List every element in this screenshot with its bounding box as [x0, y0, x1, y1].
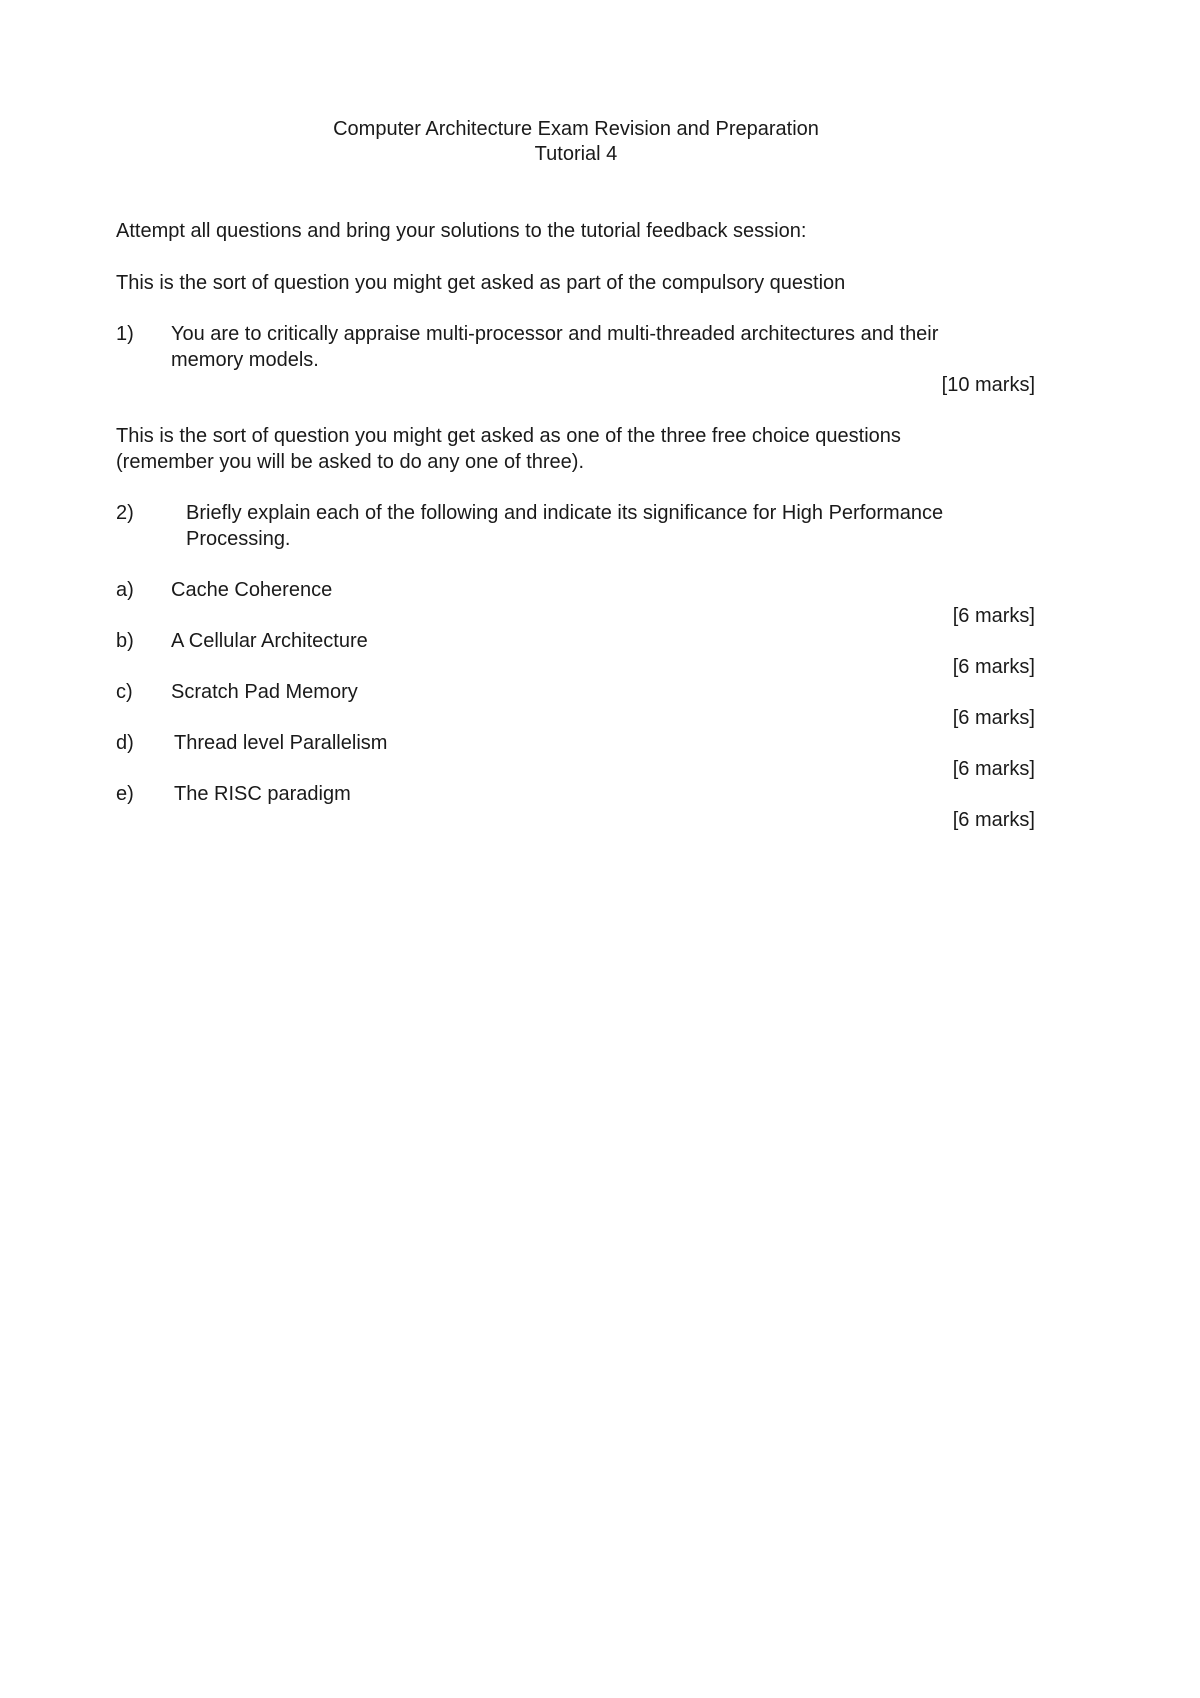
part-a-marks: [6 marks] [952, 605, 1035, 627]
instructions: Attempt all questions and bring your solutions to the tutorial feedback session: [116, 220, 807, 242]
question1-text-line1: You are to critically appraise multi-processor and multi-threaded architectures and their [171, 323, 939, 345]
part-c-marks: [6 marks] [952, 707, 1035, 729]
part-d-label: d) [116, 732, 134, 754]
question2-text-line2: Processing. [186, 528, 291, 550]
section2-intro-line2: (remember you will be asked to do any one of three). [116, 451, 585, 473]
section1-intro: This is the sort of question you might get asked as part of the compulsory question [116, 272, 846, 294]
part-e-marks: [6 marks] [952, 809, 1035, 831]
part-a-text: Cache Coherence [171, 579, 333, 601]
part-e-label: e) [116, 783, 134, 805]
part-e-text: The RISC paradigm [174, 783, 351, 805]
section2-intro-line1: This is the sort of question you might get asked as one of the three free choice questions [116, 425, 901, 447]
part-b-label: b) [116, 630, 134, 652]
question1-number: 1) [116, 323, 134, 345]
document-subtitle: Tutorial 4 [534, 143, 618, 165]
document-title: Computer Architecture Exam Revision and Preparation [333, 118, 819, 140]
part-a-label: a) [116, 579, 134, 601]
question2-number: 2) [116, 502, 134, 524]
part-b-marks: [6 marks] [952, 656, 1035, 678]
part-b-text: A Cellular Architecture [171, 630, 368, 652]
part-d-marks: [6 marks] [952, 758, 1035, 780]
part-c-label: c) [116, 681, 133, 703]
part-d-text: Thread level Parallelism [174, 732, 388, 754]
question1-text-line2: memory models. [171, 349, 319, 371]
question2-text-line1: Briefly explain each of the following and indicate its significance for High Performance [186, 502, 944, 524]
question1-marks: [10 marks] [941, 374, 1035, 396]
part-c-text: Scratch Pad Memory [171, 681, 358, 703]
